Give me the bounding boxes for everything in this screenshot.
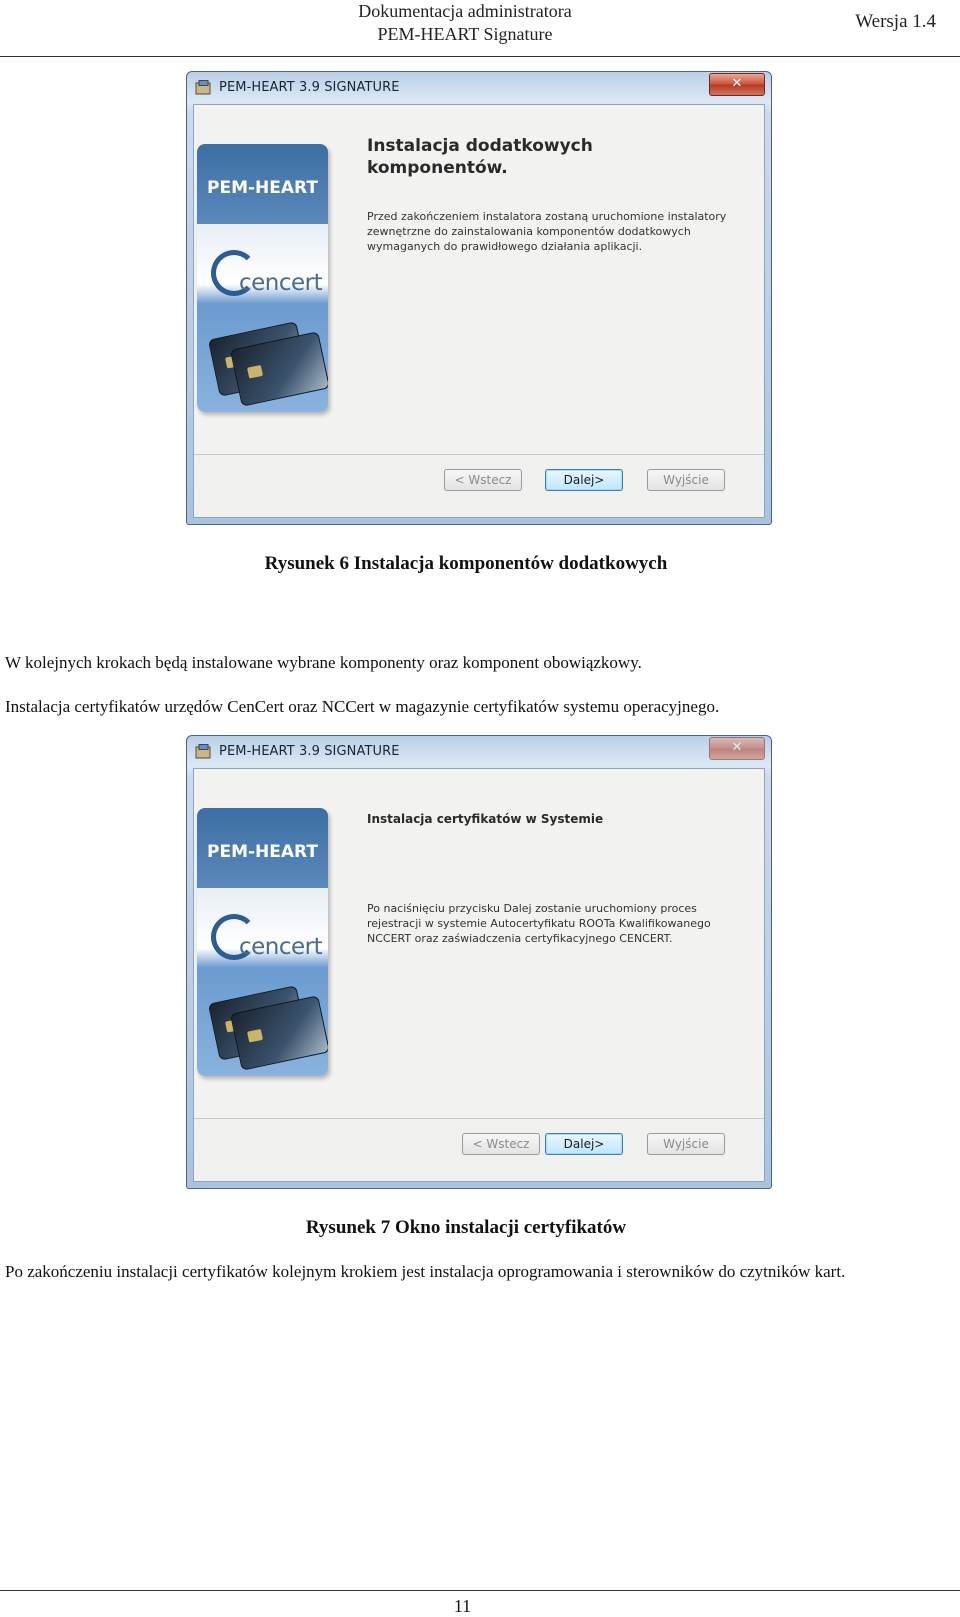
next-button[interactable]: Dalej> bbox=[545, 1133, 623, 1155]
banner-brand-text: PEM-HEART bbox=[207, 178, 318, 198]
installer-window-certificates bbox=[186, 735, 772, 1189]
wizard-side-banner bbox=[197, 144, 328, 412]
banner-logo-text: cencert bbox=[239, 270, 323, 296]
wizard-content bbox=[194, 769, 764, 1119]
installer-app-icon bbox=[195, 80, 213, 96]
header-version: Wersja 1.4 bbox=[855, 11, 936, 32]
exit-button[interactable]: Wyjście bbox=[647, 469, 725, 491]
wizard-description: Przed zakończeniem instalatora zostaną uruchomione instalatory zewnętrzne do zainstalowania komponentów dodatkowych wymaganych do prawidłowego działania aplikacji. bbox=[367, 210, 727, 253]
back-button[interactable]: < Wstecz bbox=[462, 1133, 540, 1155]
header-center bbox=[0, 0, 930, 46]
wizard-content bbox=[194, 105, 764, 455]
window-title: PEM-HEART 3.9 SIGNATURE bbox=[219, 744, 400, 759]
page-footer bbox=[0, 1590, 960, 1615]
installer-app-icon bbox=[195, 744, 213, 760]
paragraph-certificates: Instalacja certyfikatów urzędów CenCert oraz NCCert w magazynie certyfikatów systemu operacyjnego. bbox=[5, 697, 720, 716]
window-title: PEM-HEART 3.9 SIGNATURE bbox=[219, 80, 400, 95]
figure-caption-7: Rysunek 7 Okno instalacji certyfikatów bbox=[305, 1217, 627, 1238]
window-titlebar[interactable] bbox=[187, 72, 771, 104]
banner-brand-text: PEM-HEART bbox=[207, 842, 318, 862]
paragraph-next-step: Po zakończeniu instalacji certyfikatów kolejnym krokiem jest instalacja oprogramowania i sterowników do czytników kart. bbox=[5, 1262, 846, 1281]
figure-caption-6: Rysunek 6 Instalacja komponentów dodatkowych bbox=[264, 553, 668, 574]
header-product: PEM-HEART Signature bbox=[377, 24, 553, 44]
back-button[interactable]: < Wstecz bbox=[444, 469, 522, 491]
wizard-heading: Instalacja certyfikatów w Systemie bbox=[367, 812, 604, 826]
window-client-area bbox=[193, 768, 765, 1182]
header-doc-title: Dokumentacja administratora bbox=[358, 1, 572, 21]
window-client-area bbox=[193, 104, 765, 518]
wizard-side-banner bbox=[197, 808, 328, 1076]
banner-logo-text: cencert bbox=[239, 934, 323, 960]
window-titlebar[interactable] bbox=[187, 736, 771, 768]
next-button[interactable]: Dalej> bbox=[545, 469, 623, 491]
close-button[interactable]: ✕ bbox=[709, 737, 765, 760]
wizard-button-bar bbox=[194, 1118, 764, 1181]
page-number: 11 bbox=[453, 1596, 472, 1616]
paragraph-steps: W kolejnych krokach będą instalowane wybrane komponenty oraz komponent obowiązkowy. bbox=[5, 653, 642, 672]
wizard-description: Po naciśnięciu przycisku Dalej zostanie uruchomiony proces rejestracji w systemie Autocertyfikatu ROOTa Kwalifikowanego NCCERT oraz zaświadczenia certyfikacyjnego CENCERT. bbox=[367, 902, 711, 945]
wizard-heading: Instalacja dodatkowych komponentów. bbox=[367, 136, 593, 178]
close-button[interactable]: ✕ bbox=[709, 73, 765, 96]
page-header bbox=[0, 0, 960, 57]
installer-window-components bbox=[186, 71, 772, 525]
exit-button[interactable]: Wyjście bbox=[647, 1133, 725, 1155]
wizard-button-bar bbox=[194, 454, 764, 517]
